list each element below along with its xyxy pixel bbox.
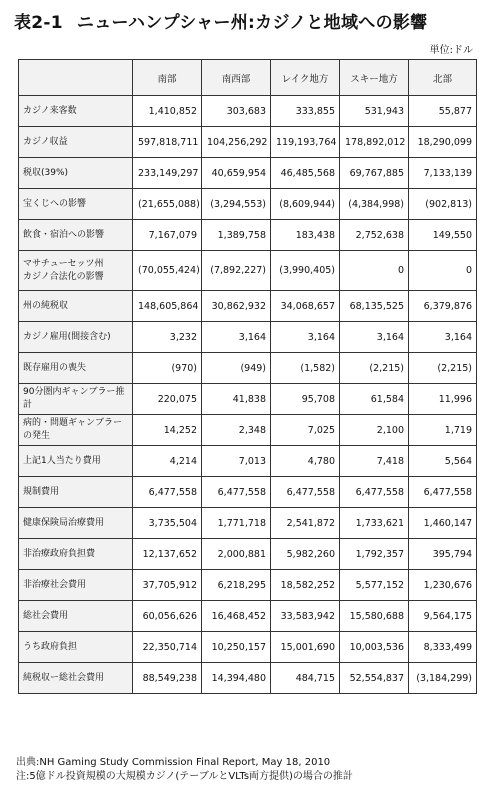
table-cell: 2,752,638 xyxy=(340,220,409,251)
table-cell: (2,215) xyxy=(340,353,409,384)
row-label: カジノ収益 xyxy=(19,127,133,158)
table-cell: 6,379,876 xyxy=(409,291,477,322)
table-cell: 61,584 xyxy=(340,384,409,415)
notes xyxy=(16,756,353,784)
row-label: カジノ雇用(間接含む) xyxy=(19,322,133,353)
table-cell: (949) xyxy=(202,353,271,384)
table-row xyxy=(19,415,477,446)
table-cell: 5,982,260 xyxy=(271,539,340,570)
table-cell: (1,582) xyxy=(271,353,340,384)
table-cell: 6,477,558 xyxy=(202,477,271,508)
row-label: 宝くじへの影響 xyxy=(19,189,133,220)
column-header: レイク地方 xyxy=(271,60,340,96)
table-cell: 9,564,175 xyxy=(409,601,477,632)
table-cell: 69,767,885 xyxy=(340,158,409,189)
table-cell: 395,794 xyxy=(409,539,477,570)
table-cell: 34,068,657 xyxy=(271,291,340,322)
table-cell: 41,838 xyxy=(202,384,271,415)
table-cell: 8,333,499 xyxy=(409,632,477,663)
table-cell: 0 xyxy=(409,251,477,291)
table-cell: 1,410,852 xyxy=(133,96,202,127)
table-cell: 104,256,292 xyxy=(202,127,271,158)
table-cell: 7,133,139 xyxy=(409,158,477,189)
table-cell: 14,394,480 xyxy=(202,663,271,694)
table-cell: 10,250,157 xyxy=(202,632,271,663)
row-label: 飲食・宿泊への影響 xyxy=(19,220,133,251)
table-cell: 0 xyxy=(340,251,409,291)
table-cell: 4,214 xyxy=(133,446,202,477)
table-cell: 1,719 xyxy=(409,415,477,446)
table-cell: 3,164 xyxy=(271,322,340,353)
table-row xyxy=(19,384,477,415)
table-cell: 484,715 xyxy=(271,663,340,694)
table-cell: 68,135,525 xyxy=(340,291,409,322)
table-cell: 6,477,558 xyxy=(340,477,409,508)
table-cell: 1,460,147 xyxy=(409,508,477,539)
table-cell: 37,705,912 xyxy=(133,570,202,601)
table-cell: 531,943 xyxy=(340,96,409,127)
table-cell: 60,056,626 xyxy=(133,601,202,632)
table-body xyxy=(19,96,477,694)
table-cell: 6,477,558 xyxy=(271,477,340,508)
table-cell: 3,164 xyxy=(202,322,271,353)
row-label: うち政府負担 xyxy=(19,632,133,663)
table-cell: (21,655,088) xyxy=(133,189,202,220)
page-title xyxy=(14,8,484,33)
table-cell: (8,609,944) xyxy=(271,189,340,220)
table-cell: (3,184,299) xyxy=(409,663,477,694)
table-cell: 22,350,714 xyxy=(133,632,202,663)
table-title: ニューハンプシャー州:カジノと地域への影響 xyxy=(76,13,428,33)
row-label: 既存雇用の喪失 xyxy=(19,353,133,384)
row-label: 純税収ー総社会費用 xyxy=(19,663,133,694)
table-cell: 5,564 xyxy=(409,446,477,477)
table-cell: 30,862,932 xyxy=(202,291,271,322)
column-header: 南部 xyxy=(133,60,202,96)
table-cell: 18,582,252 xyxy=(271,570,340,601)
table-row xyxy=(19,353,477,384)
table-cell: (2,215) xyxy=(409,353,477,384)
row-label: 州の純税収 xyxy=(19,291,133,322)
table-cell: 4,780 xyxy=(271,446,340,477)
row-label: カジノ来客数 xyxy=(19,96,133,127)
table-cell: 5,577,152 xyxy=(340,570,409,601)
table-cell: 6,477,558 xyxy=(133,477,202,508)
table-cell: 1,792,357 xyxy=(340,539,409,570)
table-cell: 2,541,872 xyxy=(271,508,340,539)
table-row xyxy=(19,570,477,601)
table-cell: 40,659,954 xyxy=(202,158,271,189)
row-label: 規制費用 xyxy=(19,477,133,508)
row-label: 非治療政府負担費 xyxy=(19,539,133,570)
footnote: 注:5億ドル投資規模の大規模カジノ(テーブルとVLTs両方提供)の場合の推計 xyxy=(16,771,353,782)
table-cell: 15,001,690 xyxy=(271,632,340,663)
table-cell: 46,485,568 xyxy=(271,158,340,189)
table-cell: 149,550 xyxy=(409,220,477,251)
table-cell: 7,418 xyxy=(340,446,409,477)
column-header: 北部 xyxy=(409,60,477,96)
table-cell: 1,389,758 xyxy=(202,220,271,251)
table-row xyxy=(19,322,477,353)
table-row xyxy=(19,601,477,632)
table-cell: (902,813) xyxy=(409,189,477,220)
table-cell: 3,164 xyxy=(409,322,477,353)
table-row xyxy=(19,663,477,694)
table-cell: 1,771,718 xyxy=(202,508,271,539)
table-row xyxy=(19,251,477,291)
header-corner xyxy=(19,60,133,96)
table-cell: (970) xyxy=(133,353,202,384)
table-cell: 3,164 xyxy=(340,322,409,353)
table-row xyxy=(19,539,477,570)
source-note: 出典:NH Gaming Study Commission Final Report, May 18, 2010 xyxy=(16,757,331,768)
table-cell: 33,583,942 xyxy=(271,601,340,632)
table-cell: 14,252 xyxy=(133,415,202,446)
table-cell: 55,877 xyxy=(409,96,477,127)
table-cell: 88,549,238 xyxy=(133,663,202,694)
table-cell: 12,137,652 xyxy=(133,539,202,570)
table-cell: 2,100 xyxy=(340,415,409,446)
row-label: 病的・問題ギャンブラーの発生 xyxy=(19,415,133,446)
table-cell: 597,818,711 xyxy=(133,127,202,158)
table-row xyxy=(19,508,477,539)
row-label: 健康保険局治療費用 xyxy=(19,508,133,539)
table-cell: (4,384,998) xyxy=(340,189,409,220)
table-cell: 3,735,504 xyxy=(133,508,202,539)
table-cell: 119,193,764 xyxy=(271,127,340,158)
table-cell: 1,733,621 xyxy=(340,508,409,539)
table-cell: 2,000,881 xyxy=(202,539,271,570)
table-cell: (3,990,405) xyxy=(271,251,340,291)
row-label: 総社会費用 xyxy=(19,601,133,632)
table-row xyxy=(19,158,477,189)
table-cell: 6,477,558 xyxy=(409,477,477,508)
table-cell: 233,149,297 xyxy=(133,158,202,189)
unit-label: 単位:ドル xyxy=(429,45,473,56)
table-row xyxy=(19,477,477,508)
table-row xyxy=(19,220,477,251)
row-label: 上記1人当たり費用 xyxy=(19,446,133,477)
table-row xyxy=(19,446,477,477)
table-cell: 52,554,837 xyxy=(340,663,409,694)
table-cell: 95,708 xyxy=(271,384,340,415)
row-label: 非治療社会費用 xyxy=(19,570,133,601)
table-cell: 6,218,295 xyxy=(202,570,271,601)
column-header: 南西部 xyxy=(202,60,271,96)
header-row xyxy=(19,60,477,96)
column-header: スキー地方 xyxy=(340,60,409,96)
table-row xyxy=(19,127,477,158)
table-cell: (70,055,424) xyxy=(133,251,202,291)
row-label: 90分圏内ギャンブラー推計 xyxy=(19,384,133,415)
table-cell: 220,075 xyxy=(133,384,202,415)
table-cell: 303,683 xyxy=(202,96,271,127)
table-cell: 178,892,012 xyxy=(340,127,409,158)
table-cell: 11,996 xyxy=(409,384,477,415)
table-cell: 1,230,676 xyxy=(409,570,477,601)
table-cell: (3,294,553) xyxy=(202,189,271,220)
table-cell: 18,290,099 xyxy=(409,127,477,158)
table-cell: 2,348 xyxy=(202,415,271,446)
data-table xyxy=(18,59,477,694)
table-cell: (7,892,227) xyxy=(202,251,271,291)
table-cell: 7,167,079 xyxy=(133,220,202,251)
table-cell: 7,013 xyxy=(202,446,271,477)
table-cell: 15,580,688 xyxy=(340,601,409,632)
table-row xyxy=(19,96,477,127)
table-cell: 148,605,864 xyxy=(133,291,202,322)
table-cell: 333,855 xyxy=(271,96,340,127)
row-label: マサチューセッツ州 カジノ合法化の影響 xyxy=(19,251,133,291)
row-label: 税収(39%) xyxy=(19,158,133,189)
table-row xyxy=(19,189,477,220)
table-cell: 16,468,452 xyxy=(202,601,271,632)
table-cell: 3,232 xyxy=(133,322,202,353)
table-row xyxy=(19,632,477,663)
table-row xyxy=(19,291,477,322)
table-cell: 10,003,536 xyxy=(340,632,409,663)
table-cell: 7,025 xyxy=(271,415,340,446)
table-cell: 183,438 xyxy=(271,220,340,251)
table-number: 表2-1 xyxy=(14,13,63,33)
